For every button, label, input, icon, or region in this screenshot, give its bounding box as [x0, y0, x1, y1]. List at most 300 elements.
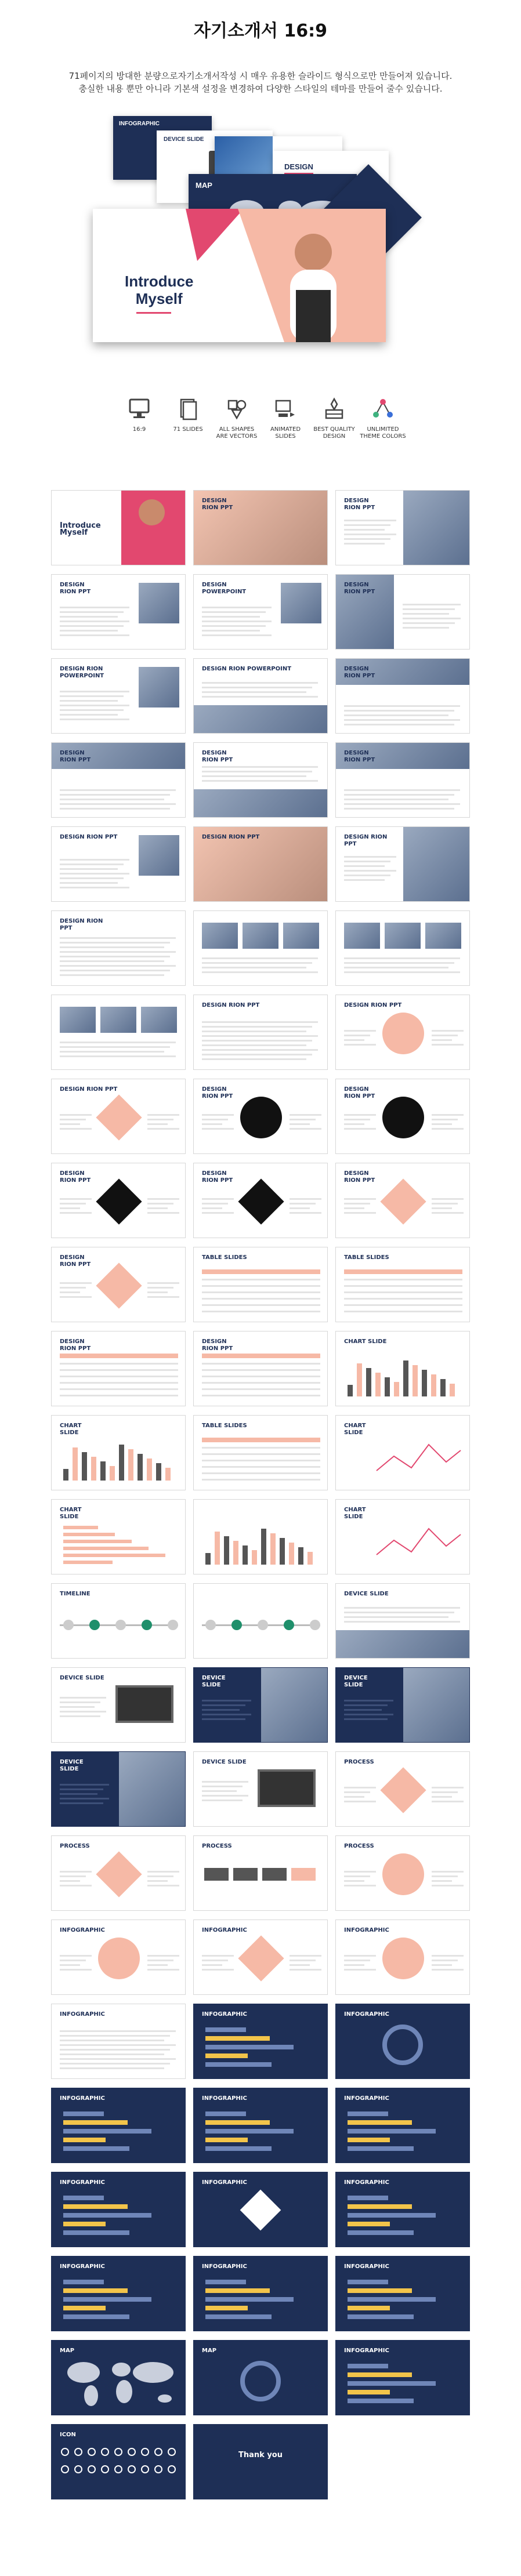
slide-thumbnail[interactable]: [51, 1920, 186, 1995]
slide-thumbnail[interactable]: [193, 1163, 328, 1238]
info-bar: [205, 2045, 294, 2049]
text-line: [344, 1955, 376, 1957]
text-line: [344, 1607, 460, 1609]
slide-thumbnail[interactable]: [335, 2340, 470, 2415]
chart-bar: [252, 1550, 257, 1565]
text-line: [344, 865, 385, 867]
text-line: [60, 877, 124, 879]
text-line: [147, 1885, 179, 1886]
text-line: [60, 625, 124, 627]
text-line: [290, 1198, 321, 1200]
table-row: [202, 1447, 320, 1449]
slide-thumbnail[interactable]: [193, 1247, 328, 1322]
slide-thumbnail[interactable]: [193, 1331, 328, 1406]
slide-title: INFOGRAPHIC: [344, 1927, 389, 1933]
info-bar: [205, 2111, 246, 2116]
slide-thumbnail[interactable]: [335, 1163, 470, 1238]
info-bar: [205, 2280, 246, 2284]
text-line: [290, 1212, 321, 1214]
text-line: [432, 1791, 458, 1793]
text-line: [432, 1796, 452, 1798]
text-line: [202, 634, 272, 636]
slide-thumbnail[interactable]: [51, 910, 186, 986]
hero-card-label: INFOGRAPHIC: [119, 121, 160, 127]
slide-title: Thank you: [238, 2451, 283, 2459]
info-bar: [348, 2314, 414, 2319]
slide-title: INFOGRAPHIC: [202, 2263, 247, 2270]
info-bar: [205, 2062, 272, 2067]
text-line: [60, 1960, 86, 1961]
table-row: [344, 1291, 462, 1293]
chart-bar: [366, 1368, 371, 1396]
slide-title: TABLE SLIDES: [344, 1254, 389, 1261]
text-line: [202, 1799, 243, 1801]
text-line: [403, 604, 461, 605]
slide-title: PROCESS: [202, 1843, 232, 1849]
slide-title: INFOGRAPHIC: [344, 2263, 389, 2270]
slide-thumbnail[interactable]: [193, 2340, 328, 2415]
slide-thumbnail[interactable]: [51, 1415, 186, 1490]
slides-icon: [165, 397, 211, 420]
slide-title: DESIGN RION PPT: [344, 1170, 375, 1184]
slide-thumbnail[interactable]: [51, 658, 186, 734]
text-line: [290, 1128, 321, 1130]
slide-title: TABLE SLIDES: [202, 1423, 247, 1429]
text-line: [344, 1030, 376, 1032]
text-line: [202, 1700, 251, 1701]
slide-thumbnail[interactable]: [51, 2256, 186, 2331]
info-bar: [63, 2230, 129, 2235]
text-line: [202, 1054, 312, 1055]
text-line: [147, 1964, 168, 1966]
slide-thumbnail[interactable]: [51, 2004, 186, 2079]
slide-title: DESIGN RION PPT: [344, 1002, 402, 1008]
slide-title: INFOGRAPHIC: [344, 2095, 389, 2102]
slide-thumbnail[interactable]: [51, 995, 186, 1070]
text-line: [432, 1035, 458, 1036]
slide-title: DESIGN RION PPT: [60, 1170, 91, 1184]
icon-glyph: [141, 2465, 149, 2473]
timeline-node: [205, 1620, 216, 1630]
slide-title: DESIGN RION PPT: [60, 834, 118, 840]
text-line: [403, 608, 455, 610]
colors-icon: [360, 397, 406, 420]
text-line: [344, 875, 390, 876]
info-bar: [63, 2146, 129, 2151]
table-header: [60, 1354, 178, 1358]
text-line: [344, 1123, 364, 1125]
text-line: [432, 1203, 458, 1204]
text-line: [202, 766, 318, 768]
text-line: [290, 1123, 310, 1125]
text-line: [290, 1969, 321, 1971]
slide-title: DESIGN RION PPT: [344, 666, 375, 679]
slide-thumbnail[interactable]: [335, 2004, 470, 2079]
text-line: [344, 1787, 376, 1788]
text-line: [202, 967, 306, 968]
info-bar: [205, 2129, 294, 2134]
info-bar: [63, 2288, 128, 2293]
slide-thumbnail[interactable]: [193, 910, 328, 986]
chart-hbar: [63, 1526, 98, 1529]
slide-thumbnail[interactable]: [193, 995, 328, 1070]
feature-quality: [311, 397, 357, 440]
info-bar: [348, 2297, 436, 2302]
slide-title: DEVICE SLIDE: [60, 1675, 104, 1681]
chart-hbar: [63, 1561, 113, 1564]
slide-title: DESIGN RION PPT: [344, 582, 375, 595]
slide-thumbnail[interactable]: [335, 2088, 470, 2163]
table-row: [202, 1376, 320, 1377]
info-bar: [63, 2120, 128, 2125]
text-line: [432, 1119, 458, 1120]
text-line: [202, 1119, 228, 1120]
table-header: [202, 1269, 320, 1274]
slide-thumbnail[interactable]: [51, 2088, 186, 2163]
text-line: [202, 1795, 248, 1797]
slide-thumbnail[interactable]: [193, 2424, 328, 2499]
slide-thumbnail[interactable]: [51, 2172, 186, 2247]
slide-title: ICON: [60, 2432, 76, 2438]
text-line: [60, 1128, 92, 1130]
text-line: [344, 799, 448, 800]
chart-hbar: [63, 1554, 165, 1557]
table-header: [344, 1269, 462, 1274]
text-line: [60, 2035, 170, 2037]
slide-thumbnail[interactable]: [335, 995, 470, 1070]
table-row: [202, 1388, 320, 1390]
chart-bar: [348, 1385, 353, 1396]
text-line: [344, 879, 385, 881]
text-line: [344, 870, 396, 872]
info-bar: [348, 2399, 414, 2403]
text-line: [147, 1291, 168, 1293]
slide-photo: [139, 667, 179, 708]
text-line: [344, 520, 396, 521]
slide-thumbnail[interactable]: [335, 1835, 470, 1911]
slide-photo: [119, 1752, 186, 1827]
slide-thumbnail[interactable]: [193, 1751, 328, 1827]
slide-thumbnail[interactable]: [193, 1415, 328, 1490]
slide-thumbnail[interactable]: [51, 1835, 186, 1911]
text-line: [202, 1035, 318, 1037]
intro-line-1: Introduce: [125, 273, 194, 290]
diamond-shape: [96, 1178, 142, 1224]
text-line: [344, 1212, 376, 1214]
circle-shape: [382, 1853, 424, 1895]
chart-bar: [450, 1384, 455, 1396]
slide-thumbnail[interactable]: [51, 1247, 186, 1322]
text-line: [60, 607, 129, 608]
timeline-node: [310, 1620, 320, 1630]
slide-thumbnail[interactable]: [335, 1079, 470, 1154]
text-line: [202, 691, 306, 693]
text-line: [432, 1964, 452, 1966]
slide-title: CHART SLIDE: [60, 1423, 82, 1436]
text-line: [60, 946, 164, 948]
text-line: [432, 1875, 458, 1877]
text-line: [60, 2063, 170, 2065]
slide-thumbnail[interactable]: [335, 1499, 470, 1574]
hero-intro-card: [93, 209, 386, 342]
text-line: [60, 1798, 109, 1799]
text-line: [344, 803, 460, 805]
slide-thumbnail[interactable]: [335, 1331, 470, 1406]
description: [52, 70, 469, 95]
chart-bar: [298, 1547, 303, 1565]
text-line: [202, 1128, 234, 1130]
text-line: [60, 942, 170, 944]
slide-photo: [281, 583, 321, 623]
text-line: [202, 630, 260, 632]
slide-thumbnail[interactable]: [335, 490, 470, 565]
text-line: [202, 1049, 318, 1051]
text-line: [432, 1787, 464, 1788]
slide-thumbnail[interactable]: [193, 1667, 328, 1743]
info-bar: [348, 2222, 390, 2226]
slide-photo: [194, 705, 328, 734]
process-step: [204, 1868, 229, 1881]
slide-thumbnail[interactable]: [51, 1499, 186, 1574]
slide-thumbnail[interactable]: [51, 1751, 186, 1827]
text-line: [60, 1964, 80, 1966]
text-line: [60, 621, 129, 622]
device-screen: [258, 1769, 316, 1807]
grid-photo: [141, 1007, 177, 1033]
slide-thumbnail[interactable]: [335, 1415, 470, 1490]
text-line: [60, 960, 164, 962]
slide-thumbnail[interactable]: [51, 2424, 186, 2499]
slide-title: MAP: [202, 2348, 217, 2354]
slide-thumbnail[interactable]: [193, 490, 328, 565]
text-line: [60, 2053, 164, 2055]
text-line: [344, 1875, 370, 1877]
slide-thumbnail[interactable]: [335, 1583, 470, 1659]
chart-bar: [375, 1373, 381, 1396]
chart-bar: [394, 1382, 399, 1396]
slide-thumbnail[interactable]: [193, 2172, 328, 2247]
animated-icon: [262, 397, 309, 420]
slide-thumbnail[interactable]: [335, 574, 470, 650]
text-line: [147, 1207, 168, 1209]
slide-thumbnail[interactable]: [193, 1835, 328, 1911]
icon-glyph: [154, 2465, 162, 2473]
slide-thumbnail[interactable]: [193, 574, 328, 650]
table-row: [202, 1363, 320, 1365]
slide-thumbnail[interactable]: [335, 2172, 470, 2247]
text-line: [344, 1871, 376, 1873]
info-bar: [63, 2138, 106, 2142]
text-line: [202, 971, 318, 973]
slide-thumbnail[interactable]: [335, 1247, 470, 1322]
timeline-node: [63, 1620, 74, 1630]
timeline-node: [284, 1620, 294, 1630]
text-line: [147, 1203, 173, 1204]
text-line: [60, 863, 124, 865]
info-bar: [348, 2129, 436, 2134]
slide-thumbnail[interactable]: [51, 1163, 186, 1238]
chart-bar: [73, 1447, 78, 1481]
text-line: [344, 1718, 388, 1720]
chart-bar: [385, 1377, 390, 1396]
grid-photo: [344, 923, 380, 949]
table-row: [344, 1279, 462, 1280]
icon-glyph: [74, 2448, 82, 2456]
text-line: [344, 1114, 376, 1116]
text-line: [202, 1021, 318, 1023]
text-line: [60, 2067, 164, 2069]
text-line: [202, 1790, 237, 1792]
diamond-shape: [238, 1935, 284, 1981]
text-line: [202, 1058, 306, 1060]
text-line: [147, 1212, 179, 1214]
text-line: [344, 789, 460, 791]
table-row: [202, 1460, 320, 1461]
icon-glyph: [114, 2448, 122, 2456]
slide-thumbnail[interactable]: [51, 2340, 186, 2415]
text-line: [432, 1044, 464, 1046]
circle-shape: [98, 1938, 140, 1979]
info-bar: [63, 2196, 104, 2200]
slide-thumbnail[interactable]: [335, 742, 470, 818]
chart-bar: [147, 1458, 152, 1481]
info-bar: [348, 2364, 388, 2368]
table-row: [60, 1382, 178, 1384]
text-line: [202, 1026, 312, 1028]
chart-bar: [82, 1452, 87, 1481]
circle-shape: [382, 1097, 424, 1138]
chart-bar: [215, 1532, 220, 1565]
text-line: [432, 1030, 464, 1032]
text-line: [60, 630, 118, 632]
info-bar: [348, 2213, 436, 2218]
text-line: [432, 1801, 464, 1802]
slide-thumbnail[interactable]: [335, 1751, 470, 1827]
slide-thumbnail[interactable]: [335, 1667, 470, 1743]
slide-thumbnail[interactable]: [193, 2088, 328, 2163]
text-line: [60, 1701, 100, 1703]
slide-thumbnail[interactable]: [193, 742, 328, 818]
text-line: [60, 1871, 92, 1873]
slide-photo: [403, 827, 470, 902]
slide-thumbnail[interactable]: [51, 1331, 186, 1406]
info-bar: [63, 2306, 106, 2310]
slide-thumbnail[interactable]: [335, 2256, 470, 2331]
grid-photo: [283, 923, 319, 949]
feature-animated: [262, 397, 309, 440]
slide-thumbnail[interactable]: [335, 910, 470, 986]
slide-thumbnail[interactable]: [193, 658, 328, 734]
text-line: [147, 1198, 179, 1200]
slide-title: INFOGRAPHIC: [202, 1927, 247, 1933]
chart-bar: [261, 1529, 266, 1565]
info-ring: [382, 2024, 423, 2065]
slide-title: DESIGN RION PPT: [60, 1338, 91, 1352]
text-line: [60, 1212, 92, 1214]
info-bar: [205, 2138, 248, 2142]
text-line: [403, 618, 461, 619]
slide-photo: [336, 1630, 470, 1659]
text-line: [344, 957, 460, 959]
text-line: [60, 951, 176, 953]
device-screen: [115, 1685, 173, 1723]
slide-thumbnail[interactable]: [193, 1920, 328, 1995]
slide-thumbnail[interactable]: [193, 2256, 328, 2331]
diamond-shape: [96, 1851, 142, 1897]
slide-thumbnail[interactable]: [51, 1079, 186, 1154]
table-row: [344, 1304, 462, 1306]
slide-thumbnail[interactable]: [193, 1499, 328, 1574]
timeline-node: [168, 1620, 178, 1630]
slide-thumbnail[interactable]: [193, 1583, 328, 1659]
text-line: [147, 1114, 179, 1116]
table-header: [202, 1354, 320, 1358]
text-line: [60, 2030, 176, 2032]
slide-thumbnail[interactable]: [51, 1583, 186, 1659]
text-line: [344, 971, 460, 973]
feature-shapes: [214, 397, 260, 440]
slide-thumbnail[interactable]: [193, 826, 328, 902]
text-line: [60, 1969, 92, 1971]
slide-thumbnail[interactable]: [51, 826, 186, 902]
text-line: [60, 705, 129, 706]
slide-thumbnail[interactable]: [335, 658, 470, 734]
slide-title: PROCESS: [344, 1843, 374, 1849]
slide-thumbnail[interactable]: [335, 826, 470, 902]
text-line: [60, 799, 164, 800]
text-line: [60, 1706, 95, 1708]
icon-glyph: [88, 2465, 96, 2473]
chart-bar: [138, 1454, 143, 1481]
info-bar: [348, 2204, 412, 2209]
table-row: [202, 1472, 320, 1474]
slide-thumbnail[interactable]: [193, 1079, 328, 1154]
text-line: [344, 962, 454, 964]
slide-thumbnail[interactable]: [193, 2004, 328, 2079]
chart-bar: [91, 1457, 96, 1481]
table-row: [202, 1279, 320, 1280]
slide-thumbnail[interactable]: [51, 1667, 186, 1743]
text-line: [60, 1046, 170, 1048]
info-bar: [205, 2306, 248, 2310]
text-line: [202, 1704, 245, 1706]
text-line: [344, 1035, 370, 1036]
slide-photo: [139, 583, 179, 623]
text-line: [202, 687, 312, 688]
chart-bar: [233, 1541, 238, 1565]
text-line: [403, 627, 449, 629]
slide-thumbnail[interactable]: [51, 490, 186, 565]
table-row: [60, 1363, 178, 1365]
text-line: [60, 1282, 92, 1284]
slide-thumbnail[interactable]: [51, 574, 186, 650]
slide-thumbnail[interactable]: [335, 1920, 470, 1995]
info-bar: [348, 2280, 388, 2284]
text-line: [60, 868, 118, 870]
slide-title: PROCESS: [344, 1759, 374, 1765]
slide-title: CHART SLIDE: [344, 1507, 366, 1520]
text-line: [60, 1042, 176, 1043]
slide-thumbnail[interactable]: [51, 742, 186, 818]
text-line: [344, 1791, 370, 1793]
slide-title: DESIGN RION PPT: [60, 1254, 91, 1268]
chart-bar: [403, 1360, 408, 1396]
info-bar: [63, 2297, 151, 2302]
text-line: [344, 1044, 376, 1046]
slide-title: DEVICE SLIDE: [344, 1591, 389, 1597]
info-bar: [348, 2230, 414, 2235]
chart-bar: [156, 1463, 161, 1481]
